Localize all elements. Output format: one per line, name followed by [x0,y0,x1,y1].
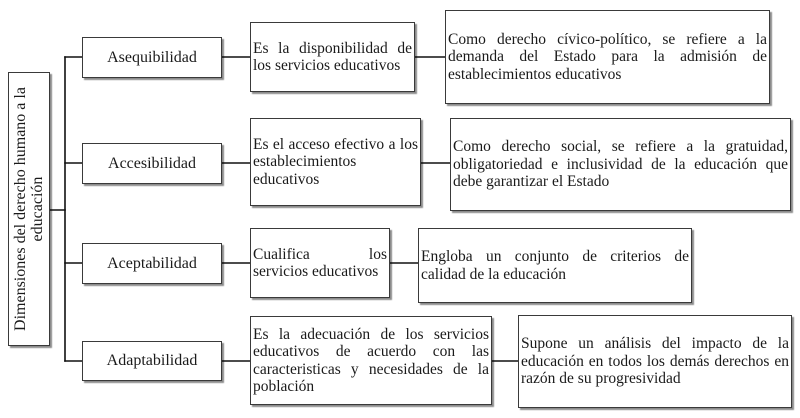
definition-line: servicios educativos [253,263,379,280]
definition-line: Es la adecuación de los servicios [253,325,489,343]
dimension-label: Asequibilidad [107,48,197,66]
detail-line: establecimientos educativos [448,65,622,83]
detail-asequibilidad [445,10,770,104]
definition-accesibilidad [250,118,421,206]
detail-line: obligatoriedad e inclusividad de la educación que [453,155,788,173]
dimension-label: Accesibilidad [108,154,196,172]
definition-line: educativos [253,170,320,188]
definition-line: caracteristicas y necesidades de la [253,360,489,378]
definition-line: Es el acceso efectivo a los [253,135,418,153]
detail-line: calidad de la educación [421,265,567,283]
detail-line: Como derecho cívico-político, se refiere a la [448,30,767,48]
dimension-aceptabilidad [82,243,222,284]
root-label [12,75,46,343]
detail-line: educación en todos los demás derechos en [521,352,789,370]
dimension-label: Aceptabilidad [107,254,197,272]
definition-line: Cualifica los [253,245,387,263]
dimension-asequibilidad [82,37,222,78]
detail-line: Supone un análisis del impacto de la [521,335,789,353]
detail-line: razón de su progresividad [521,370,681,388]
root-label-line: educación [29,176,46,242]
detail-line: Engloba un conjunto de criterios de [421,248,689,265]
definition-line: población [253,378,315,395]
root-label-line: Dimensiones del derecho humano a la [12,87,29,331]
definition-line: los servicios educativos [253,57,401,74]
detail-accesibilidad [450,118,791,211]
detail-aceptabilidad [418,228,692,303]
definition-line: educativos de acuerdo con las [253,343,489,360]
root-node [8,72,50,346]
definition-line: establecimientos [253,153,357,171]
definition-asequibilidad [250,22,415,92]
definition-aceptabilidad [250,228,390,298]
detail-line: demanda del Estado para la admisión de [448,48,767,66]
dimension-adaptabilidad [82,341,222,381]
definition-adaptabilidad [250,316,492,405]
dimension-label: Adaptabilidad [106,352,198,369]
detail-line: Como derecho social, se refiere a la gratuidad, [453,138,788,156]
detail-line: debe garantizar el Estado [453,173,610,191]
dimension-accesibilidad [82,143,222,184]
definition-line: Es la disponibilidad de [253,39,412,57]
detail-adaptabilidad [518,315,792,408]
